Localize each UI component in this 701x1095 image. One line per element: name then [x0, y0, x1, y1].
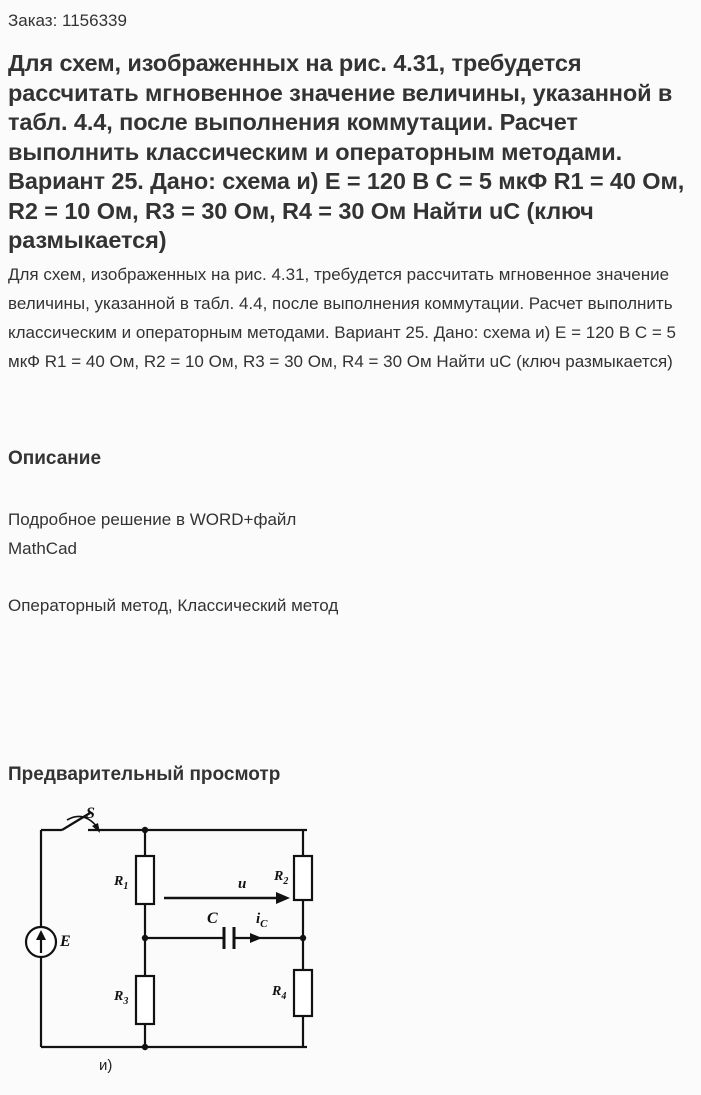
label-source: E [60, 933, 71, 950]
resistor-r3 [136, 976, 154, 1024]
node-top-mid [142, 827, 148, 833]
node-mid-right [300, 935, 306, 941]
switch-arrowhead [92, 823, 100, 833]
circuit-diagram [0, 790, 701, 1090]
description-line-1: Подробное решение в WORD+файл [8, 510, 297, 529]
description-heading: Описание [8, 448, 102, 469]
description-line-2: MathCad [8, 539, 77, 558]
label-switch: S [86, 805, 95, 822]
label-r2: $R_2$ [274, 869, 289, 887]
label-capacitor: C [207, 910, 218, 927]
page-title: Для схем, изображенных на рис. 4.31, требудется рассчитать мгновенное значение величины, указанной в табл. 4.4, после выполнения коммутации. Расчет выполнить классическим и операторным методами. Вариант 25. Дано: схема и) E = 120 В C = 5 мкФ R1 = 40 Ом, R2 = 10 Ом, R3 = 30 Ом, R4 = 30 Ом Найти uC (ключ размыкается) [8, 50, 685, 253]
label-r1: $R_1$ [114, 874, 129, 892]
node-mid-left [142, 935, 148, 941]
resistor-r1 [136, 856, 154, 904]
label-current: $i_C$ [256, 911, 268, 930]
order-number: Заказ: 1156339 [8, 11, 127, 30]
node-bottom-mid [142, 1044, 148, 1050]
task-body: Для схем, изображенных на рис. 4.31, требудется рассчитать мгновенное значение величины, указанной в табл. 4.4, после выполнения коммутации. Расчет выполнить классическим и операторным методами. Вариант 25. Дано: схема и) E = 120 В C = 5 мкФ R1 = 40 Ом, R2 = 10 Ом, R3 = 30 Ом, R4 = 30 Ом Найти uC (ключ размыкается) [8, 265, 676, 371]
resistor-r2 [294, 856, 312, 900]
label-voltage: u [238, 876, 247, 892]
voltage-arrowhead [276, 892, 290, 904]
label-r4: $R_4$ [272, 984, 287, 1002]
figure-caption: и) [99, 1057, 113, 1074]
description-methods: Операторный метод, Классический метод [8, 596, 339, 615]
preview-heading: Предварительный просмотр [8, 764, 281, 785]
current-arrowhead [250, 933, 262, 943]
label-r3: $R_3$ [114, 989, 129, 1007]
circuit-preview [0, 790, 701, 1090]
resistor-r4 [294, 970, 312, 1016]
